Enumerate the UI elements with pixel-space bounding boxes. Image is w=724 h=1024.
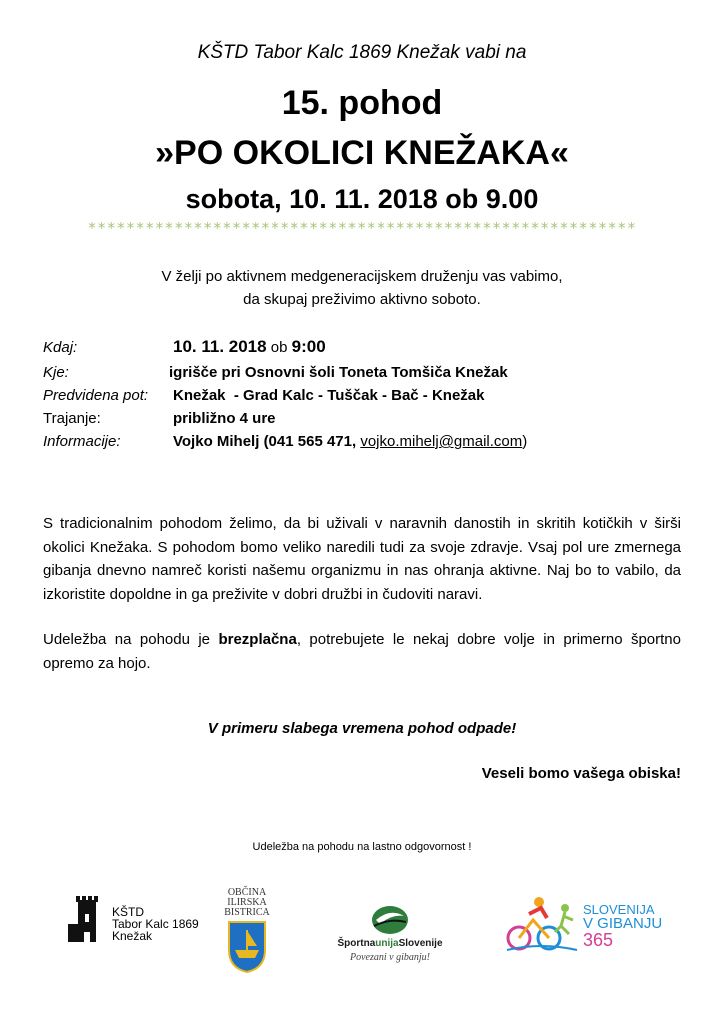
- kstd-line-1: KŠTD: [112, 905, 145, 919]
- invitation-text: [0, 265, 724, 311]
- detail-label-where: Kje:: [43, 364, 69, 381]
- invitation-line-2: da skupaj preživimo aktivno soboto.: [243, 291, 481, 308]
- slovenija-v-gibanju-logo: [505, 894, 685, 954]
- detail-value-when: [173, 337, 326, 357]
- when-ob: ob: [270, 339, 288, 356]
- coat-of-arms-icon: [227, 920, 267, 974]
- detail-label-when: Kdaj:: [43, 339, 78, 356]
- obcina-line-3: BISTRICA: [224, 907, 270, 918]
- detail-label-info: Informacije:: [43, 433, 121, 450]
- responsibility-note: Udeležba na pohodu na lastno odgovornost !: [252, 841, 472, 853]
- event-number: 15. pohod: [281, 84, 443, 122]
- detail-value-info: [173, 433, 527, 450]
- tower-icon: [68, 894, 108, 944]
- invitation-line-1: V želji po aktivnem medgeneracijskem druženju vas vabimo,: [161, 268, 563, 285]
- when-time: 9:00: [291, 337, 326, 356]
- para2-bold: brezplačna: [218, 631, 297, 648]
- detail-value-where: igrišče pri Osnovni šoli Toneta Tomšiča Knežak: [169, 364, 508, 381]
- slo-line-2: V GIBANJU: [583, 915, 663, 932]
- closing-line: Veseli bomo vašega obiska!: [481, 765, 681, 782]
- body-paragraph-1: S tradicionalnim pohodom želimo, da bi uživali v naravnih danostih in skritih kotičkih v širši okolici Knežaka. S pohodom bomo veliko naredili tudi za svoje zdravje. Vsaj pol ure zmernega gibanja dnevno namreč koristi našemu organizmu in nas ohranja aktivne. Naj bo to vabilo, da izkoristite dopoldne in ga preživite v dobri družbi in čudoviti naravi.: [43, 515, 681, 603]
- detail-value-route: Knežak - Grad Kalc - Tuščak - Bač - Knežak: [173, 387, 485, 404]
- sport-name-part-2: unija: [375, 938, 399, 949]
- cyclist-runner-icon: [505, 894, 579, 952]
- event-title: »PO OKOLICI KNEŽAKA«: [155, 134, 569, 172]
- slo-line-1: SLOVENIJA: [583, 902, 655, 917]
- sport-union-name: [325, 938, 455, 949]
- event-date: sobota, 10. 11. 2018 ob 9.00: [185, 184, 539, 214]
- sport-union-logo: [325, 900, 455, 970]
- kstd-line-2: Tabor Kalc 1869: [112, 917, 199, 931]
- sport-union-slogan: Povezani v gibanju!: [350, 952, 430, 963]
- sport-name-part-1: Športna: [337, 938, 376, 949]
- when-date: 10. 11. 2018: [173, 337, 267, 356]
- obcina-line-1: OBČINA: [227, 887, 267, 898]
- sport-name-part-3: Slovenije: [398, 938, 443, 949]
- intro-line: KŠTD Tabor Kalc 1869 Knežak vabi na: [197, 42, 527, 63]
- kstd-line-3: Knežak: [112, 929, 153, 943]
- obcina-line-2: ILIRSKA: [227, 897, 267, 908]
- obcina-logo: [216, 888, 278, 974]
- kstd-logo: [68, 894, 218, 944]
- detail-label-route: Predvidena pot:: [43, 387, 149, 404]
- body-paragraph-2: [43, 628, 681, 675]
- info-close-paren: ): [522, 433, 528, 450]
- sport-union-emblem-icon: [370, 900, 410, 936]
- para2-after: , potrebujete le nekaj dobre volje in primerno športno opremo za hojo.: [43, 631, 681, 672]
- detail-label-duration: Trajanje:: [43, 410, 101, 427]
- slo-line-3: 365: [583, 930, 614, 950]
- email-link[interactable]: vojko.mihelj@gmail.com: [360, 433, 523, 450]
- kstd-logo-text: [112, 906, 199, 942]
- star-divider: *********************************************************: [87, 219, 637, 237]
- detail-value-duration: približno 4 ure: [173, 410, 276, 427]
- para2-before: Udeležba na pohodu je: [43, 631, 219, 648]
- weather-notice: V primeru slabega vremena pohod odpade!: [207, 720, 517, 737]
- info-contact: Vojko Mihelj (041 565 471,: [173, 433, 357, 450]
